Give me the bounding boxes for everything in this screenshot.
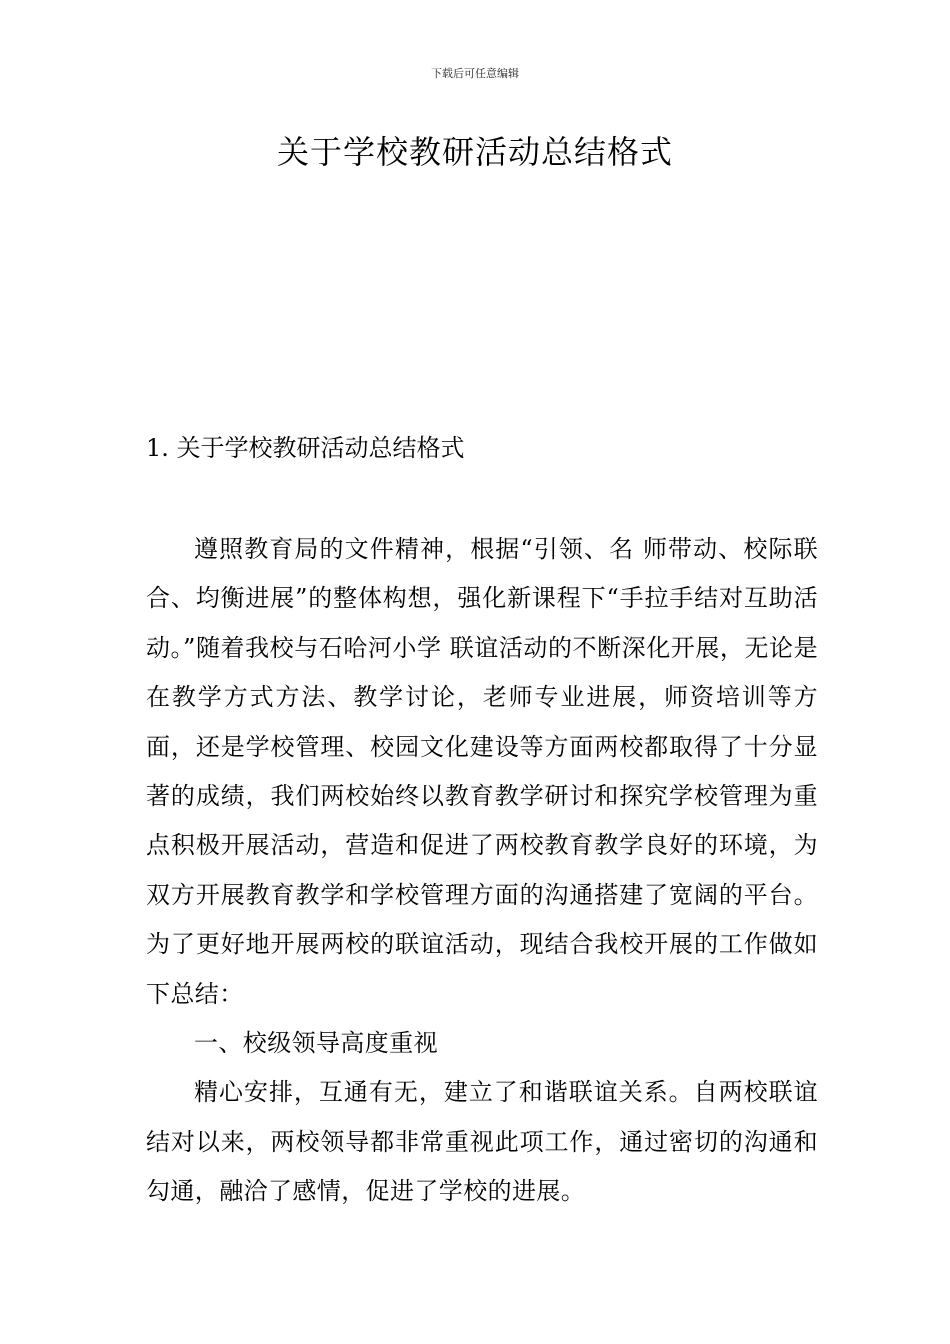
paragraph-subheading: 一、校级领导高度重视 — [194, 1029, 438, 1058]
paragraph-intro: 遵照教育局的文件精神，根据“引领、名 师带动、校际联合、均衡进展”的整体构想，强化新课程下“手拉手结对互助活动。”随着我校与石哈河小学 联谊活动的不断深化开展，无论是在教学方式方法、教学讨论，老师专业进展，师资培训等方面，还是学校管理、校园文化建设等方面两校都取得了十分显著的成绩，我们两校始终以教育教学研讨和探究学校管理为重点积极开展活动，营造和促进了两校教育教学良好的环境，为双方开展教育教学和学校管理方面的沟通搭建了宽阔的平台。为了更好地开展两校的联谊活动，现结合我校开展的工作做如下总结： — [146, 535, 818, 1008]
body-text — [146, 525, 818, 1217]
paragraph-leadership: 精心安排，互通有无，建立了和谐联谊关系。自两校联谊结对以来，两校领导都非常重视此项工作，通过密切的沟通和勾通，融洽了感情，促进了学校的进展。 — [146, 1078, 818, 1206]
header-note: 下载后可任意编辑 — [431, 67, 519, 80]
document-title: 关于学校教研活动总结格式 — [276, 133, 673, 171]
section-heading: 1. 关于学校教研活动总结格式 — [146, 434, 465, 462]
